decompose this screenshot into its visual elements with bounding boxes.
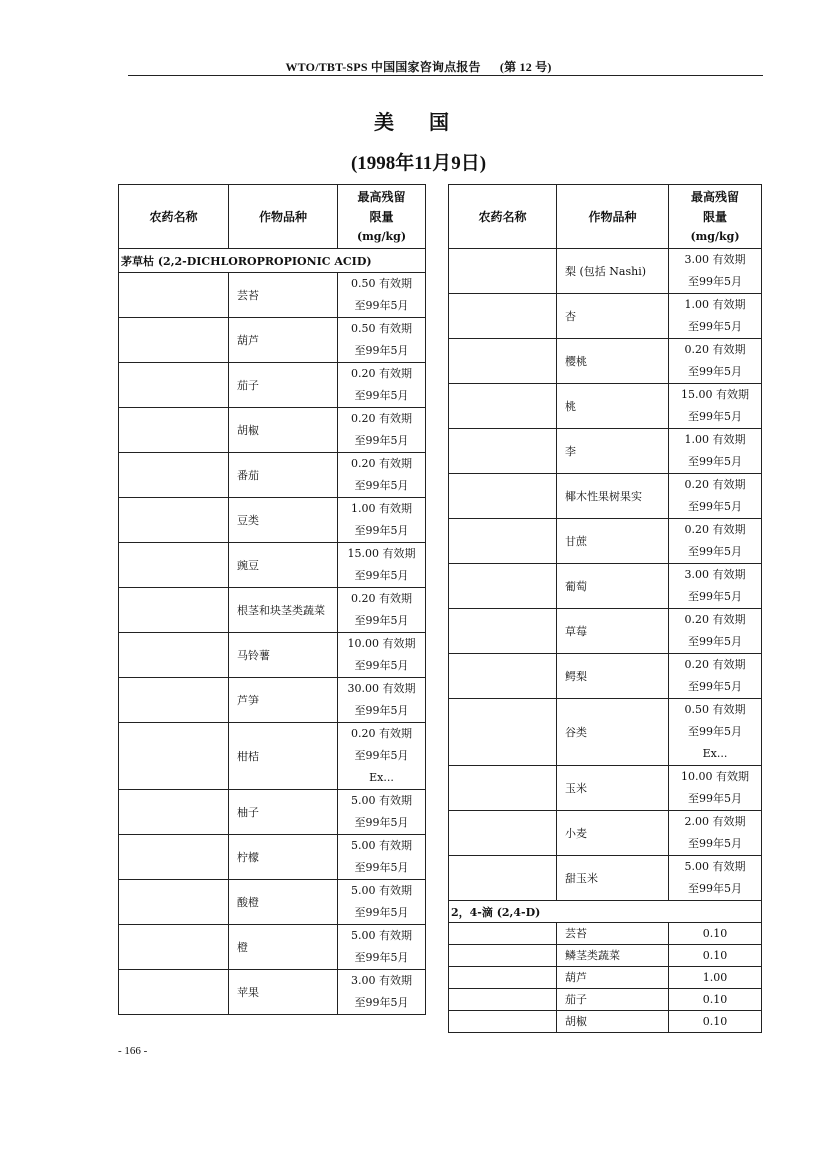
pesticide-name-cell <box>119 633 229 678</box>
table-row <box>449 384 762 429</box>
crop-cell: 葡萄 <box>557 564 669 609</box>
crop-cell: 甜玉米 <box>557 856 669 901</box>
limit-line: 0.20 有效期 <box>684 613 746 626</box>
limit-line: 至99年5月 <box>688 545 742 558</box>
limit-line: 至99年5月 <box>354 614 409 627</box>
limit-line: 至99年5月 <box>354 861 409 874</box>
crop-cell: 鳞茎类蔬菜 <box>557 945 669 967</box>
limit-line: 至99年5月 <box>688 725 742 738</box>
limit-line: 至99年5月 <box>354 569 409 582</box>
limit-line: 5.00 有效期 <box>351 794 412 807</box>
limit-cell <box>669 294 762 339</box>
pesticide-name-cell <box>449 294 557 339</box>
pesticide-name-cell <box>449 811 557 856</box>
limit-line: 0.20 有效期 <box>351 367 412 380</box>
col-crop: 作物品种 <box>229 185 338 249</box>
limit-line: 0.50 有效期 <box>351 277 412 290</box>
table-row <box>449 967 762 989</box>
table-row <box>119 633 426 678</box>
limit-line: 至99年5月 <box>688 680 742 693</box>
limit-line: 至99年5月 <box>354 389 409 402</box>
limit-line: 0.50 有效期 <box>684 703 746 716</box>
pesticide-name-cell <box>119 318 229 363</box>
limit-cell <box>338 363 426 408</box>
table-row <box>449 945 762 967</box>
pesticide-name-cell <box>119 363 229 408</box>
pesticide-name-cell <box>449 429 557 474</box>
crop-cell: 葫芦 <box>229 318 338 363</box>
limit-line: 15.00 有效期 <box>681 388 749 401</box>
limit-cell <box>669 766 762 811</box>
limit-cell <box>338 498 426 543</box>
limit-line: Ex... <box>369 771 394 784</box>
pesticide-name-cell <box>119 925 229 970</box>
limit-line: 至99年5月 <box>688 410 742 423</box>
limit-cell <box>338 453 426 498</box>
crop-cell: 胡椒 <box>229 408 338 453</box>
table-row <box>119 498 426 543</box>
limit-line: 至99年5月 <box>688 590 742 603</box>
limit-line: Ex... <box>702 747 728 760</box>
limit-line: 0.50 有效期 <box>351 322 412 335</box>
issue-number: (第 12 号) <box>499 60 552 74</box>
limit-line: 3.00 有效期 <box>684 253 746 266</box>
crop-cell: 茄子 <box>229 363 338 408</box>
col-mrl-line2: 限量 <box>702 209 727 224</box>
table-row <box>119 925 426 970</box>
pesticide-name-cell <box>449 384 557 429</box>
pesticide-name-cell <box>119 970 229 1015</box>
limit-line: 0.20 有效期 <box>684 343 746 356</box>
pesticide-name-cell <box>449 609 557 654</box>
table-row <box>449 339 762 384</box>
limit-line: 3.00 有效期 <box>351 974 412 987</box>
limit-cell <box>338 588 426 633</box>
pesticide-group-name: 茅草枯 (2,2-DICHLOROPROPIONIC ACID) <box>119 249 426 273</box>
table-row <box>449 923 762 945</box>
table-row <box>119 408 426 453</box>
pesticide-name-cell <box>449 249 557 294</box>
crop-cell: 豌豆 <box>229 543 338 588</box>
crop-cell: 豆类 <box>229 498 338 543</box>
right-mrl-table <box>448 184 762 1033</box>
limit-line: 0.20 有效期 <box>684 478 746 491</box>
table-row <box>449 1011 762 1033</box>
limit-line: 5.00 有效期 <box>351 929 412 942</box>
limit-cell <box>669 474 762 519</box>
limit-cell: 0.10 <box>669 923 762 945</box>
limit-cell <box>669 699 762 766</box>
limit-line: 10.00 有效期 <box>681 770 749 783</box>
table-row <box>119 363 426 408</box>
crop-cell: 玉米 <box>557 766 669 811</box>
table-header-row <box>119 185 426 249</box>
pesticide-name-cell <box>449 699 557 766</box>
col-pesticide-name: 农药名称 <box>119 185 229 249</box>
limit-line: 至99年5月 <box>688 635 742 648</box>
col-mrl-line1: 最高残留 <box>357 189 406 204</box>
limit-line: 至99年5月 <box>688 837 742 850</box>
limit-cell <box>338 790 426 835</box>
limit-line: 0.20 有效期 <box>351 457 412 470</box>
col-crop: 作物品种 <box>557 185 669 249</box>
pesticide-group-row <box>449 901 762 923</box>
page-date: (1998年11月9日) <box>350 153 487 174</box>
limit-line: 至99年5月 <box>688 320 742 333</box>
pesticide-name-cell <box>119 678 229 723</box>
crop-cell: 茄子 <box>557 989 669 1011</box>
pesticide-name-cell <box>449 339 557 384</box>
pesticide-name-cell <box>119 408 229 453</box>
crop-cell: 胡椒 <box>557 1011 669 1033</box>
pesticide-name-cell <box>119 453 229 498</box>
limit-line: 至99年5月 <box>354 524 409 537</box>
table-row <box>119 835 426 880</box>
crop-cell: 番茄 <box>229 453 338 498</box>
pesticide-name-cell <box>119 273 229 318</box>
limit-line: 15.00 有效期 <box>347 547 416 560</box>
limit-line: 5.00 有效期 <box>351 839 412 852</box>
limit-line: 2.00 有效期 <box>684 815 746 828</box>
pesticide-name-cell <box>119 880 229 925</box>
limit-cell <box>338 880 426 925</box>
limit-line: 0.20 有效期 <box>684 658 746 671</box>
limit-line: 至99年5月 <box>354 996 409 1009</box>
limit-cell: 0.10 <box>669 989 762 1011</box>
table-row <box>119 453 426 498</box>
limit-line: 至99年5月 <box>354 434 409 447</box>
pesticide-name-cell <box>119 835 229 880</box>
col-mrl-line2: 限量 <box>369 209 394 224</box>
limit-line: 至99年5月 <box>688 365 742 378</box>
limit-line: 至99年5月 <box>688 882 742 895</box>
crop-cell: 樱桃 <box>557 339 669 384</box>
limit-cell <box>669 654 762 699</box>
limit-line: 至99年5月 <box>688 792 742 805</box>
left-mrl-table <box>118 184 426 1015</box>
limit-line: 0.20 有效期 <box>351 412 412 425</box>
pesticide-name-cell <box>449 474 557 519</box>
pesticide-name-cell <box>119 543 229 588</box>
crop-cell: 桃 <box>557 384 669 429</box>
limit-line: 5.00 有效期 <box>684 860 746 873</box>
pesticide-name-cell <box>449 945 557 967</box>
page-title: 美 国 <box>374 110 463 134</box>
table-row <box>449 519 762 564</box>
limit-line: 至99年5月 <box>354 816 409 829</box>
pesticide-name-cell <box>449 989 557 1011</box>
pesticide-name-cell <box>449 923 557 945</box>
limit-cell: 1.00 <box>669 967 762 989</box>
pesticide-name-cell <box>449 766 557 811</box>
limit-line: 0.20 有效期 <box>351 592 412 605</box>
limit-line: 3.00 有效期 <box>684 568 746 581</box>
col-mrl-unit: (mg/kg) <box>356 229 407 243</box>
pesticide-group-row <box>119 249 426 273</box>
limit-line: 至99年5月 <box>688 455 742 468</box>
pesticide-name-cell <box>449 654 557 699</box>
limit-line: 10.00 有效期 <box>347 637 416 650</box>
pesticide-name-cell <box>449 564 557 609</box>
pesticide-name-cell <box>119 588 229 633</box>
table-row <box>119 790 426 835</box>
limit-line: 0.20 有效期 <box>351 727 412 740</box>
limit-line: 至99年5月 <box>354 659 409 672</box>
limit-line: 1.00 有效期 <box>351 502 412 515</box>
table-row <box>449 766 762 811</box>
table-row <box>119 273 426 318</box>
limit-cell <box>669 609 762 654</box>
limit-line: 至99年5月 <box>354 906 409 919</box>
limit-cell <box>338 633 426 678</box>
limit-cell <box>669 811 762 856</box>
limit-cell <box>338 318 426 363</box>
crop-cell: 李 <box>557 429 669 474</box>
crop-cell: 酸橙 <box>229 880 338 925</box>
crop-cell: 梨 (包括 Nashi) <box>557 249 669 294</box>
limit-line: 至99年5月 <box>354 299 409 312</box>
limit-cell <box>338 273 426 318</box>
limit-cell <box>338 970 426 1015</box>
crop-cell: 柑桔 <box>229 723 338 790</box>
table-row <box>449 474 762 519</box>
table-row <box>449 249 762 294</box>
limit-line: 至99年5月 <box>688 500 742 513</box>
col-pesticide-name: 农药名称 <box>449 185 557 249</box>
limit-cell <box>338 723 426 790</box>
limit-line: 至99年5月 <box>354 749 409 762</box>
crop-cell: 椰木性果树果实 <box>557 474 669 519</box>
pesticide-name-cell <box>449 1011 557 1033</box>
col-mrl-line1: 最高残留 <box>690 189 739 204</box>
limit-cell <box>669 339 762 384</box>
table-row <box>449 654 762 699</box>
table-row <box>449 564 762 609</box>
table-row <box>119 543 426 588</box>
limit-cell <box>669 429 762 474</box>
col-mrl <box>669 185 762 249</box>
limit-line: 1.00 有效期 <box>684 433 746 446</box>
crop-cell: 橙 <box>229 925 338 970</box>
limit-line: 至99年5月 <box>354 344 409 357</box>
crop-cell: 小麦 <box>557 811 669 856</box>
table-row <box>119 880 426 925</box>
crop-cell: 马铃薯 <box>229 633 338 678</box>
limit-line: 至99年5月 <box>688 275 742 288</box>
crop-cell: 杏 <box>557 294 669 339</box>
limit-cell: 0.10 <box>669 1011 762 1033</box>
header-rule <box>128 75 763 76</box>
col-mrl <box>338 185 426 249</box>
pesticide-name-cell <box>449 967 557 989</box>
crop-cell: 葫芦 <box>557 967 669 989</box>
pesticide-name-cell <box>119 498 229 543</box>
limit-line: 至99年5月 <box>354 951 409 964</box>
crop-cell: 根茎和块茎类蔬菜 <box>229 588 338 633</box>
pesticide-group-name: 2，4-滴 (2,4-D) <box>449 901 762 923</box>
crop-cell: 鳄梨 <box>557 654 669 699</box>
crop-cell: 柠檬 <box>229 835 338 880</box>
limit-cell <box>338 543 426 588</box>
table-row <box>449 811 762 856</box>
pesticide-name-cell <box>449 856 557 901</box>
pesticide-name-cell <box>449 519 557 564</box>
limit-cell <box>338 835 426 880</box>
limit-cell <box>669 249 762 294</box>
limit-cell: 0.10 <box>669 945 762 967</box>
table-row <box>119 588 426 633</box>
table-row <box>119 678 426 723</box>
limit-line: 5.00 有效期 <box>351 884 412 897</box>
running-title: WTO/TBT-SPS 中国国家咨询点报告 <box>285 60 481 74</box>
table-row <box>449 989 762 1011</box>
crop-cell: 谷类 <box>557 699 669 766</box>
limit-line: 1.00 有效期 <box>684 298 746 311</box>
crop-cell: 芸苔 <box>557 923 669 945</box>
crop-cell: 芸苔 <box>229 273 338 318</box>
limit-cell <box>338 408 426 453</box>
table-row <box>449 294 762 339</box>
limit-line: 至99年5月 <box>354 479 409 492</box>
col-mrl-unit: (mg/kg) <box>690 229 740 243</box>
table-row <box>119 723 426 790</box>
limit-cell <box>669 384 762 429</box>
crop-cell: 甘蔗 <box>557 519 669 564</box>
table-row <box>119 318 426 363</box>
limit-line: 至99年5月 <box>354 704 409 717</box>
crop-cell: 柚子 <box>229 790 338 835</box>
limit-cell <box>669 519 762 564</box>
limit-cell <box>338 925 426 970</box>
crop-cell: 草莓 <box>557 609 669 654</box>
table-row <box>449 429 762 474</box>
pesticide-name-cell <box>119 790 229 835</box>
limit-line: 0.20 有效期 <box>684 523 746 536</box>
running-header <box>0 58 837 75</box>
crop-cell: 芦笋 <box>229 678 338 723</box>
table-row <box>449 609 762 654</box>
table-header-row <box>449 185 762 249</box>
table-row <box>119 970 426 1015</box>
table-row <box>449 699 762 766</box>
page-number: - 166 - <box>118 1045 148 1057</box>
limit-cell <box>669 564 762 609</box>
crop-cell: 苹果 <box>229 970 338 1015</box>
limit-cell <box>338 678 426 723</box>
table-row <box>449 856 762 901</box>
limit-cell <box>669 856 762 901</box>
limit-line: 30.00 有效期 <box>347 682 416 695</box>
pesticide-name-cell <box>119 723 229 790</box>
